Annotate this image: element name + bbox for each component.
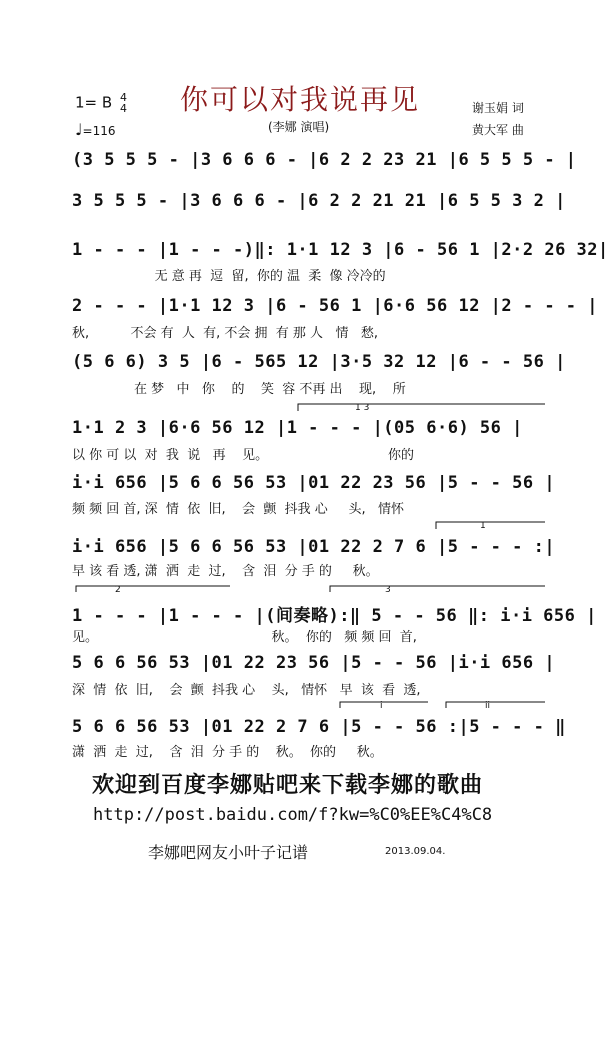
score-line-1: (3 5 5 5 - |3 6 6 6 - |6 2 2 23 21 |6 5 5 5 - |: [72, 150, 577, 170]
volta-label-ii: ii: [485, 701, 491, 711]
welcome-banner: 欢迎到百度李娜贴吧来下载李娜的歌曲: [92, 772, 484, 798]
score-line-9: 1 - - - |1 - - - |(间奏略):‖ 5 - - 56 ‖: i·i 656 |: [72, 606, 597, 626]
lyric-line-4: 秋, 不会 有 人 有, 不会 拥 有 那 人 情 愁,: [72, 326, 378, 341]
transcriber-credit: 李娜吧网友小叶子记谱: [148, 843, 309, 862]
lyric-line-5: 在 梦 中 你 的 笑 容 不再 出 现, 所: [72, 382, 406, 397]
singer-credit: (李娜 演唱): [268, 120, 330, 134]
volta-bracket-1-3: [298, 404, 545, 411]
lyric-line-8: 早 该 看 透, 潇 洒 走 过, 含 泪 分 手 的 秋。: [72, 564, 379, 579]
score-line-11: 5 6 6 56 53 |01 22 2 7 6 |5 - - 56 :|5 - - - ‖: [72, 717, 566, 737]
quarter-note-icon: ♩: [75, 120, 83, 139]
lyricist-credit: 谢玉娟 词: [472, 101, 524, 115]
volta-bracket-i: [340, 702, 428, 708]
time-denominator: 4: [119, 102, 127, 115]
volta-label-1: 1: [480, 521, 486, 531]
volta-bracket-1: [436, 522, 545, 529]
key-label: 1= B: [75, 93, 113, 112]
volta-label-3: 3: [385, 585, 391, 595]
score-line-3: 1 - - - |1 - - -)‖: 1·1 12 3 |6 - 56 1 |2·2 26 32|: [72, 240, 609, 260]
lyric-line-3: 无 意 再 逗 留, 你的 温 柔 像 冷冷的: [72, 269, 386, 284]
volta-label-2: 2: [115, 585, 121, 595]
lyric-line-6: 以 你 可 以 对 我 说 再 见。 你的: [72, 448, 414, 463]
volta-bracket-2: [76, 586, 230, 592]
volta-bracket-3: [330, 586, 545, 592]
volta-label-i: i: [380, 701, 383, 711]
lyric-line-9: 见。 秋。 你的 频 频 回 首,: [72, 630, 417, 645]
score-line-10: 5 6 6 56 53 |01 22 23 56 |5 - - 56 |i·i 656 |: [72, 653, 556, 673]
tieba-url: http://post.baidu.com/f?kw=%C0%EE%C4%C8: [93, 805, 493, 825]
score-line-6: 1·1 2 3 |6·6 56 12 |1 - - - |(05 6·6) 56 |: [72, 418, 523, 438]
volta-label-1-3: 1 3: [355, 403, 370, 413]
lyric-line-11: 潇 洒 走 过, 含 泪 分 手 的 秋。 你的 秋。: [72, 745, 383, 760]
score-line-8: i·i 656 |5 6 6 56 53 |01 22 2 7 6 |5 - - - :|: [72, 537, 556, 557]
score-line-7: i·i 656 |5 6 6 56 53 |01 22 23 56 |5 - - 56 |: [72, 473, 556, 493]
song-title: 你可以对我说再见: [180, 83, 421, 116]
tempo-value: =116: [82, 124, 116, 138]
score-line-5: (5 6 6) 3 5 |6 - 565 12 |3·5 32 12 |6 - - 56 |: [72, 352, 566, 372]
volta-bracket-ii: [446, 702, 545, 708]
score-line-4: 2 - - - |1·1 12 3 |6 - 56 1 |6·6 56 12 |2 - - - |: [72, 296, 599, 316]
time-numerator: 4: [119, 91, 127, 104]
score-line-2: 3 5 5 5 - |3 6 6 6 - |6 2 2 21 21 |6 5 5 3 2 |: [72, 191, 566, 211]
lyric-line-7: 频 频 回 首, 深 情 依 旧, 会 颤 抖我 心 头, 情怀: [72, 502, 404, 517]
lyric-line-10: 深 情 依 旧, 会 颤 抖我 心 头, 情怀 早 该 看 透,: [72, 683, 421, 698]
composer-credit: 黄大军 曲: [472, 123, 524, 137]
transcription-date: 2013.09.04.: [385, 846, 446, 857]
